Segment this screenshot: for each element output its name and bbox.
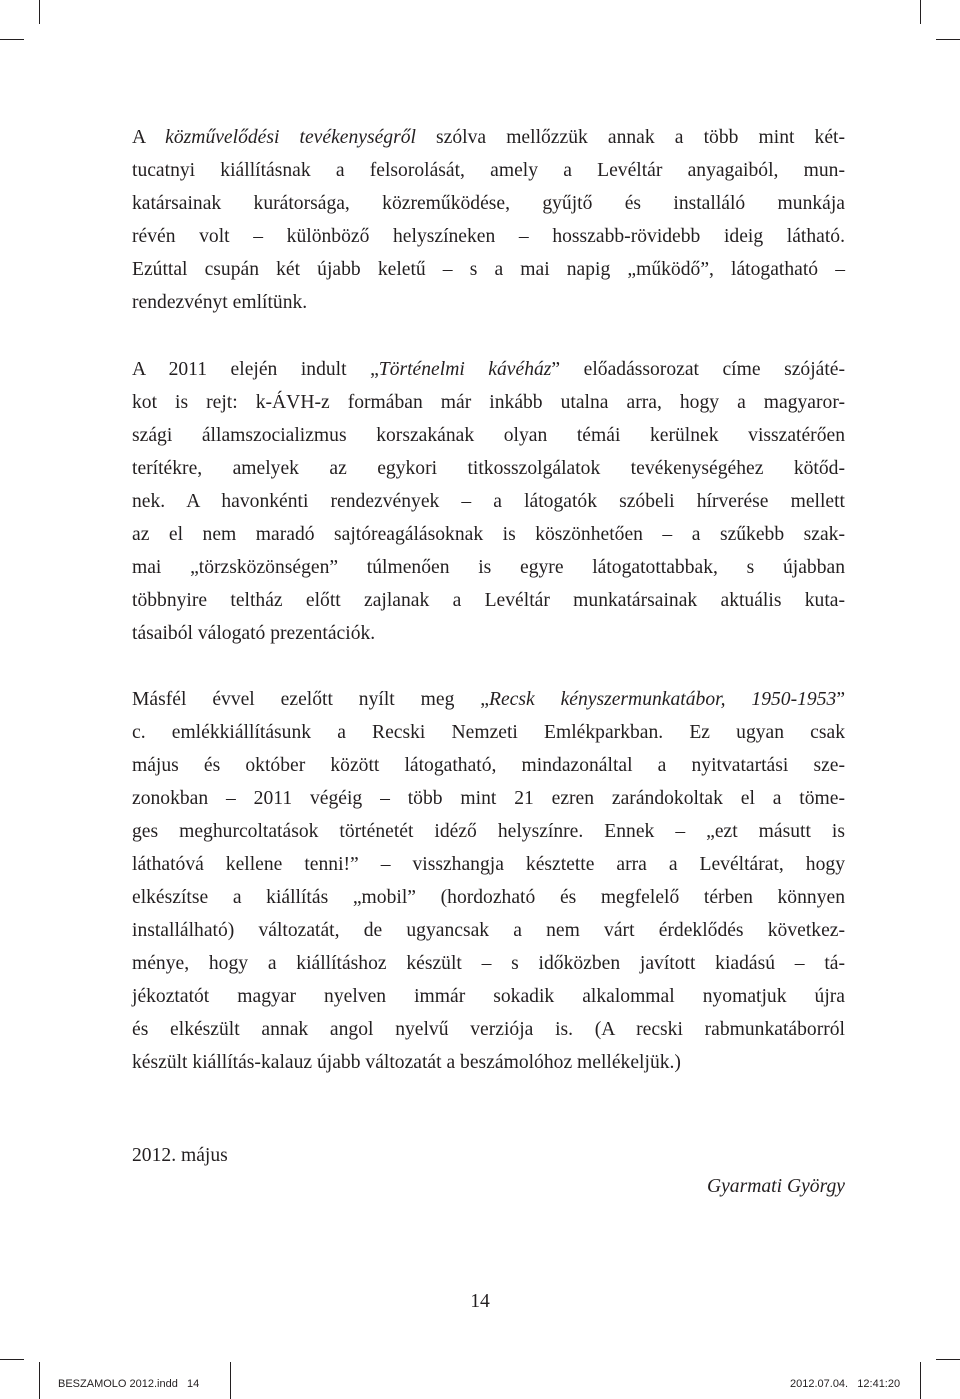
text-line: tucatnyi kiállításnak a felsorolását, amely a Levéltár anyagaiból, mun- <box>132 160 845 181</box>
text-line: ménye, hogy a kiállításhoz készült – s időközben javított kiadású – tá- <box>132 953 845 974</box>
crop-mark-bottom-right-horizontal <box>936 1359 960 1360</box>
crop-mark-top-left-horizontal <box>0 39 24 40</box>
text-line: és elkészült annak angol nyelvű verziója is. (A recski rabmunkatáborról <box>132 1019 845 1040</box>
text-line: láthatóvá kellene tenni!” – visszhangja késztette arra a Levéltárat, hogy <box>132 854 845 875</box>
crop-mark-bottom-left <box>39 1362 40 1399</box>
print-slug-timestamp: 2012.07.04. 12:41:20 <box>790 1378 901 1390</box>
slug-separator <box>230 1362 231 1399</box>
text-line: május és október között látogatható, mindazonáltal a nyitvatartási sze- <box>132 755 845 776</box>
crop-mark-bottom-left-horizontal <box>0 1359 24 1360</box>
italic-phrase: Recsk kényszermunkatábor, 1950-1953 <box>489 689 837 710</box>
crop-mark-top-right-horizontal <box>936 39 960 40</box>
text-line: jékoztatót magyar nyelven immár sokadik alkalommal nyomatjuk újra <box>132 986 845 1007</box>
text-line: Ezúttal csupán két újabb keletű – s a mai napig „működő”, látogatható – <box>132 259 845 280</box>
text-line: többnyire teltház előtt zajlanak a Levéltár munkatársainak aktuális kuta- <box>132 590 845 611</box>
italic-phrase: közművelődési tevékenységről <box>165 127 416 148</box>
text-line: Másfél évvel ezelőtt nyílt meg „Recsk kényszermunkatábor, 1950-1953” <box>132 689 846 710</box>
text-line: katársainak kurátorsága, közreműködése, gyűjtő és installáló munkája <box>132 193 845 214</box>
text-line: installálható) változatát, de ugyancsak a nem várt érdeklődés következ- <box>132 920 845 941</box>
text-line: szági államszocializmus korszakának olyan témái kerülnek visszatérően <box>132 425 845 446</box>
text-line: kot is rejt: k-ÁVH-z formában már inkább utalna arra, hogy a magyaror- <box>132 392 845 413</box>
print-slug-filename: BESZAMOLO 2012.indd 14 <box>58 1378 200 1390</box>
crop-mark-top-left <box>39 0 40 24</box>
text-line: A 2011 elején indult „Történelmi kávéház” előadássorozat címe szójáté- <box>132 359 846 380</box>
crop-mark-bottom-right <box>920 1362 921 1399</box>
text-line: elkészítse a kiállítás „mobil” (hordozható és megfelelő térben könnyen <box>132 887 845 908</box>
page-number: 14 <box>470 1291 490 1312</box>
italic-phrase: Történelmi kávéház <box>378 359 552 380</box>
text-line: készült kiállítás-kalauz újabb változatát a beszámolóhoz mellékeljük.) <box>132 1052 681 1073</box>
text-line: tásaiból válogató prezentációk. <box>132 623 376 644</box>
text-line: az el nem maradó sajtóreagálásoknak is köszönhetően – a szűkebb szak- <box>132 524 845 545</box>
text-line: zonokban – 2011 végéig – több mint 21 ezren zarándokoltak el a töme- <box>132 788 845 809</box>
text-line: mai „törzsközönségen” túlmenően is egyre látogatottabbak, s újabban <box>132 557 845 578</box>
text-line: rendezvényt említünk. <box>132 292 308 313</box>
crop-mark-top-right <box>920 0 921 24</box>
text-line: terítékre, amelyek az egykori titkosszolgálatok tevékenységéhez kötőd- <box>132 458 845 479</box>
document-date: 2012. május <box>132 1145 228 1166</box>
text-line: nek. A havonkénti rendezvények – a látogatók szóbeli hírverése mellett <box>132 491 845 512</box>
paragraph-3 <box>132 683 845 1079</box>
paragraph-1 <box>132 121 845 319</box>
text-line: ges meghurcoltatások történetét idéző helyszínre. Ennek – „ezt másutt is <box>132 821 845 842</box>
author-signature: Gyarmati György <box>706 1176 845 1197</box>
text-line: c. emlékkiállításunk a Recski Nemzeti Emlékparkban. Ez ugyan csak <box>132 722 845 743</box>
text-line: révén volt – különböző helyszíneken – hosszabb-rövidebb ideig látható. <box>132 226 845 247</box>
paragraph-2 <box>132 353 845 650</box>
text-line: A közművelődési tevékenységről szólva mellőzzük annak a több mint két- <box>132 127 845 148</box>
